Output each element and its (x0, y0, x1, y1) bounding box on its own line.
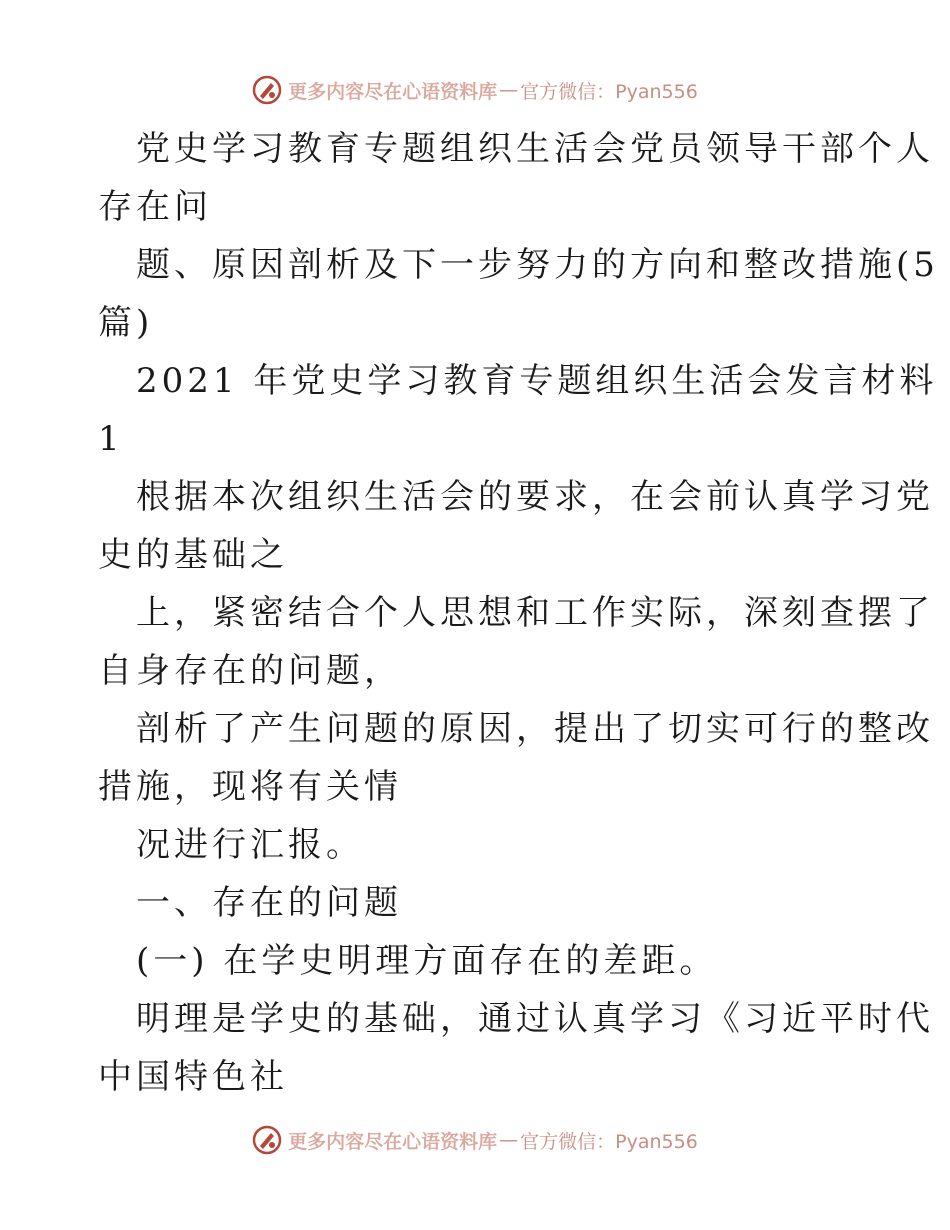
paragraph-line: 中国特色社 (98, 1057, 288, 1097)
watermark-separator: — (499, 79, 519, 101)
title-line-1: 党史学习教育专题组织生活会党员领导干部个人 (136, 129, 934, 169)
subtitle-line-1: 2021 年党史学习教育专题组织生活会发言材料 (136, 361, 938, 401)
paragraph-line: 明理是学史的基础，通过认真学习《习近平时代 (136, 999, 934, 1039)
paragraph-line: 根据本次组织生活会的要求，在会前认真学习党 (136, 477, 934, 517)
subsection-heading: (一) 在学史明理方面存在的差距。 (136, 941, 718, 981)
watermark-separator: — (499, 1129, 519, 1151)
watermark-text: 更多内容尽在心语资料库 (288, 80, 498, 103)
paragraph-line: 史的基础之 (98, 535, 288, 575)
logo-icon (252, 75, 282, 105)
document-body (98, 120, 939, 1106)
header-watermark (0, 72, 950, 108)
paragraph-line: 上，紧密结合个人思想和工作实际，深刻查摆了 (136, 593, 934, 633)
section-heading: 一、存在的问题 (136, 883, 402, 923)
title-line-4: 篇) (98, 303, 154, 343)
title-line-3: 题、原因剖析及下一步努力的方向和整改措施(5 (136, 245, 939, 285)
watermark-suffix: 官方微信：Pyan556 (520, 1130, 698, 1153)
paragraph-line: 措施，现将有关情 (98, 767, 402, 807)
footer-watermark (0, 1122, 950, 1158)
watermark-text: 更多内容尽在心语资料库 (288, 1130, 498, 1153)
watermark-suffix: 官方微信：Pyan556 (520, 80, 698, 103)
subtitle-line-2: 1 (98, 419, 124, 459)
paragraph-line: 剖析了产生问题的原因，提出了切实可行的整改 (136, 709, 934, 749)
logo-icon (252, 1125, 282, 1155)
paragraph-line: 自身存在的问题， (98, 651, 402, 691)
title-line-2: 存在问 (98, 187, 212, 227)
paragraph-line: 况进行汇报。 (136, 825, 364, 865)
